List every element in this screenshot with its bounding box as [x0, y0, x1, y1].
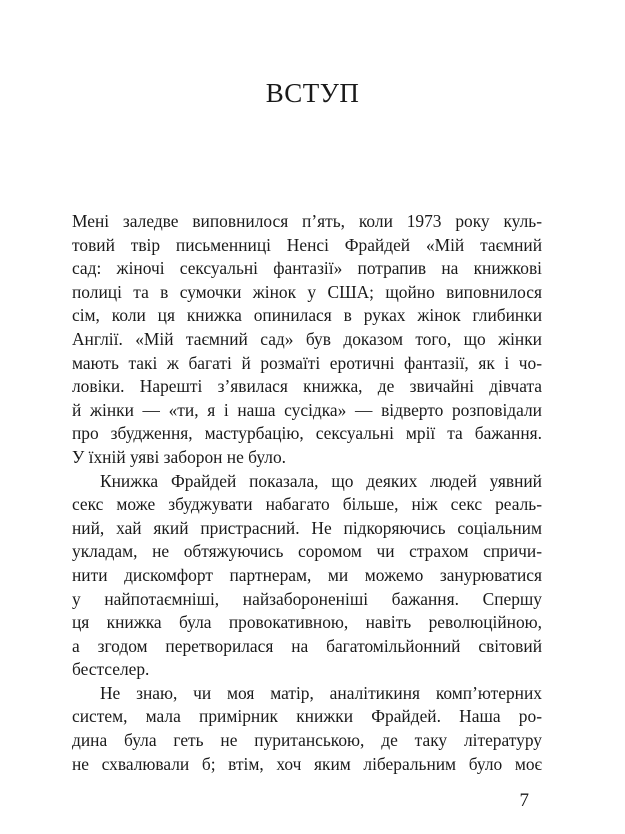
text-line: про збудження, мастурбацію, сексуальні мрії та бажання.	[72, 423, 542, 444]
text-line: ловіки. Нарешті з’явилася книжка, де звичайні дівчата	[72, 376, 542, 397]
text-line: Книжка Фрайдей показала, що деяких людей уявний	[100, 470, 542, 491]
chapter-heading: ВСТУП	[265, 78, 360, 108]
text-line: Англії. «Мій таємний сад» був доказом того, що жінки	[72, 328, 542, 349]
text-line: ця книжка була провокативною, навіть революційною,	[72, 612, 542, 633]
body-text	[72, 210, 542, 776]
text-line: сім, коли ця книжка опинилася в руках жінок глибинки	[72, 305, 542, 326]
text-line: ний, хай який пристрасний. Не підкоряючись соціальним	[72, 517, 542, 538]
text-line: не схвалювали б; втім, хоч яким ліберальним було моє	[72, 753, 542, 774]
text-line: Мені заледве виповнилося п’ять, коли 1973 року куль-	[72, 211, 542, 231]
page-number: 7	[519, 790, 529, 811]
text-line: а згодом перетворилася на багатомільйонний світовий	[72, 635, 542, 656]
text-line: й жінки — «ти, я і наша сусідка» — відверто розповідали	[72, 399, 542, 420]
text-line: секс може збуджувати набагато більше, ніж секс реаль-	[72, 494, 542, 515]
text-line: мають такі ж багаті й розмаїті еротичні фантазії, як і чо-	[72, 352, 542, 373]
text-line: нити дискомфорт партнерам, ми можемо занурюватися	[72, 564, 542, 585]
text-line: Не знаю, чи моя матір, аналітикиня комп’ютерних	[100, 682, 542, 703]
text-line: товий твір письменниці Ненсі Фрайдей «Мій таємний	[72, 234, 542, 255]
text-line: бестселер.	[72, 659, 150, 680]
text-line: систем, мала примірник книжки Фрайдей. Наша ро-	[72, 706, 542, 727]
text-line: У їхній уяві заборон не було.	[72, 446, 287, 467]
text-line: полиці та в сумочки жінок у США; щойно виповнилося	[72, 281, 542, 302]
text-line: у найпотаємніші, найзабороненіші бажання. Спершу	[72, 588, 542, 609]
text-line: дина була геть не пуританською, де таку літературу	[72, 730, 542, 751]
text-line: сад: жіночі сексуальні фантазії» потрапив на книжкові	[72, 258, 542, 279]
text-line: укладам, не обтяжуючись соромом чи страхом спричи-	[72, 541, 542, 562]
